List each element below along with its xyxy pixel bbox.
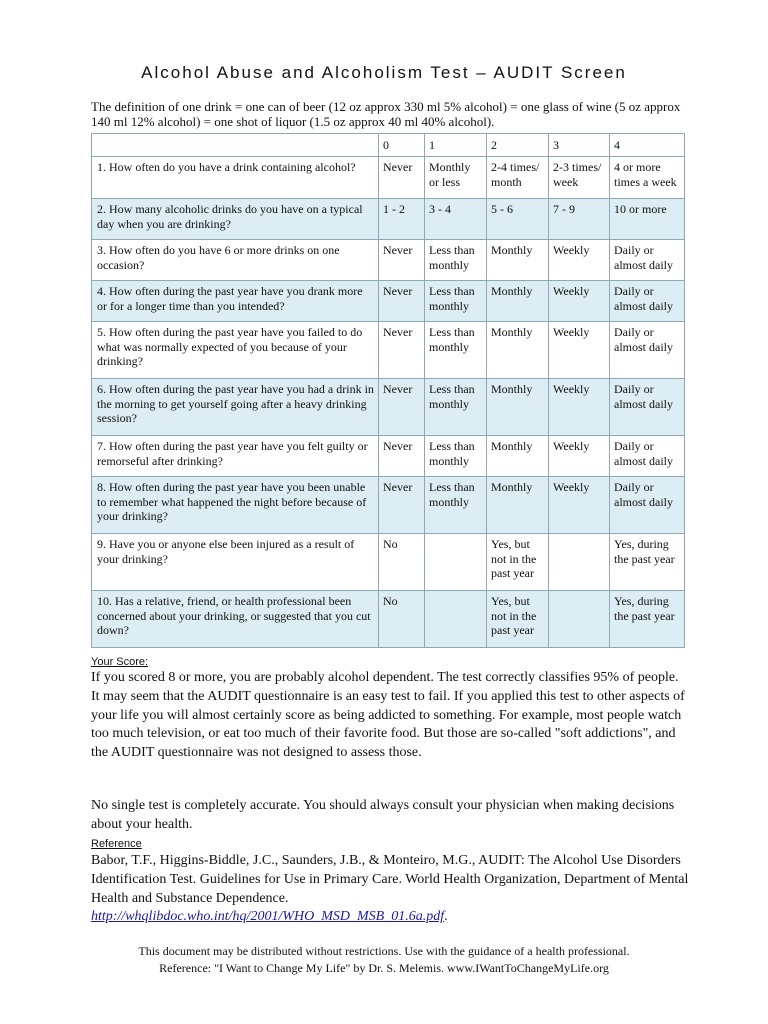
answer-cell: Yes, but not in the past year (487, 591, 549, 648)
footer (0, 943, 768, 976)
answer-cell: Yes, during the past year (610, 534, 685, 591)
answer-cell: Weekly (549, 322, 610, 379)
header-cell: 2 (487, 134, 549, 157)
answer-cell: Weekly (549, 477, 610, 534)
answer-cell: Monthly (487, 281, 549, 322)
table-row (92, 379, 685, 436)
answer-cell: 4 or more times a week (610, 157, 685, 199)
answer-cell: Less than monthly (425, 322, 487, 379)
reference-citation (91, 852, 689, 927)
question-cell: 9. Have you or anyone else been injured as a result of your drinking? (92, 534, 379, 591)
question-cell: 4. How often during the past year have you drank more or for a longer time than you intended? (92, 281, 379, 322)
question-cell: 8. How often during the past year have you been unable to remember what happened the night before because of your drinking? (92, 477, 379, 534)
question-cell: 5. How often during the past year have you failed to do what was normally expected of you because of your drinking? (92, 322, 379, 379)
accuracy-paragraph: No single test is completely accurate. You should always consult your physician when making decisions about your health. (91, 798, 675, 832)
answer-cell: Never (379, 436, 425, 477)
answer-cell (549, 591, 610, 648)
audit-table (91, 133, 685, 648)
answer-cell: 2-4 times/ month (487, 157, 549, 199)
question-cell: 6. How often during the past year have you had a drink in the morning to get yourself going after a heavy drinking session? (92, 379, 379, 436)
answer-cell (425, 591, 487, 648)
table-row (92, 436, 685, 477)
table-row (92, 240, 685, 281)
answer-cell: Monthly (487, 477, 549, 534)
your-score-label: Your Score: (91, 656, 149, 668)
answer-cell: Never (379, 157, 425, 199)
footer-reference: Reference: "I Want to Change My Life" by Dr. S. Melemis. www.IWantToChangeMyLife.org (159, 960, 609, 975)
reference-link[interactable]: http://whqlibdoc.who.int/hq/2001/WHO_MSD_MSB_01.6a.pdf (91, 909, 445, 925)
answer-cell: No (379, 534, 425, 591)
answer-cell: Monthly (487, 436, 549, 477)
answer-cell (549, 534, 610, 591)
question-cell: 3. How often do you have 6 or more drinks on one occasion? (92, 240, 379, 281)
answer-cell: 5 - 6 (487, 199, 549, 240)
answer-cell: Never (379, 240, 425, 281)
reference-text: Babor, T.F., Higgins-Biddle, J.C., Saunders, J.B., & Monteiro, M.G., AUDIT: The Alcohol Use Disorders Identification Test. Guidelines for Use in Primary Care. World Health Organization, Department of Mental Health and Substance Dependence. (91, 853, 689, 906)
footer-distribution-note: This document may be distributed without restrictions. Use with the guidance of a health professional. (138, 944, 630, 958)
answer-cell: Daily or almost daily (610, 322, 685, 379)
header-cell: 1 (425, 134, 487, 157)
answer-cell: 3 - 4 (425, 199, 487, 240)
answer-cell: Never (379, 379, 425, 436)
answer-cell: 1 - 2 (379, 199, 425, 240)
question-cell: 2. How many alcoholic drinks do you have on a typical day when you are drinking? (92, 199, 379, 240)
answer-cell (425, 534, 487, 591)
reference-link-suffix: . (444, 909, 448, 925)
answer-cell: Yes, during the past year (610, 591, 685, 648)
answer-cell: Never (379, 281, 425, 322)
answer-cell: Less than monthly (425, 436, 487, 477)
answer-cell: Daily or almost daily (610, 477, 685, 534)
answer-cell: Monthly or less (425, 157, 487, 199)
answer-cell: Daily or almost daily (610, 379, 685, 436)
answer-cell: Less than monthly (425, 281, 487, 322)
answer-cell: Less than monthly (425, 379, 487, 436)
answer-cell: 7 - 9 (549, 199, 610, 240)
question-cell: 10. Has a relative, friend, or health professional been concerned about your drinking, or suggested that you cut down? (92, 591, 379, 648)
header-cell: 0 (379, 134, 425, 157)
table-row (92, 591, 685, 648)
answer-cell: Monthly (487, 240, 549, 281)
header-cell (92, 134, 379, 157)
table-row (92, 281, 685, 322)
page-title: Alcohol Abuse and Alcoholism Test – AUDIT Screen (141, 63, 627, 82)
answer-cell: 2-3 times/ week (549, 157, 610, 199)
answer-cell: Weekly (549, 281, 610, 322)
answer-cell: Weekly (549, 379, 610, 436)
drink-definition: The definition of one drink = one can of beer (12 oz approx 330 ml 5% alcohol) = one glass of wine (5 oz approx 140 ml 12% alcohol) = one shot of liquor (1.5 oz approx 40 ml 40% alcohol). (91, 99, 681, 129)
score-paragraph: If you scored 8 or more, you are probably alcohol dependent. The test correctly classifies 95% of people. It may seem that the AUDIT questionnaire is an easy test to fail. If you applied this test to other aspects of your life you will almost certainly score as being addicted to something. For example, most people watch too much television, or eat too much of their favorite food. But those are so-called "soft addictions", and the AUDIT questionnaire was not designed to assess those. (91, 670, 685, 761)
answer-cell: Daily or almost daily (610, 436, 685, 477)
table-row (92, 157, 685, 199)
header-cell: 3 (549, 134, 610, 157)
table-header-row (92, 134, 685, 157)
table-row (92, 199, 685, 240)
answer-cell: Daily or almost daily (610, 281, 685, 322)
question-cell: 7. How often during the past year have you felt guilty or remorseful after drinking? (92, 436, 379, 477)
question-cell: 1. How often do you have a drink containing alcohol? (92, 157, 379, 199)
answer-cell: Never (379, 477, 425, 534)
answer-cell: Monthly (487, 322, 549, 379)
answer-cell: Yes, but not in the past year (487, 534, 549, 591)
header-cell: 4 (610, 134, 685, 157)
answer-cell: Less than monthly (425, 477, 487, 534)
answer-cell: Never (379, 322, 425, 379)
answer-cell: Daily or almost daily (610, 240, 685, 281)
answer-cell: 10 or more (610, 199, 685, 240)
answer-cell: Less than monthly (425, 240, 487, 281)
answer-cell: Weekly (549, 436, 610, 477)
answer-cell: Monthly (487, 379, 549, 436)
answer-cell: Weekly (549, 240, 610, 281)
table-row (92, 477, 685, 534)
reference-label: Reference (91, 838, 142, 850)
table-row (92, 534, 685, 591)
table-row (92, 322, 685, 379)
answer-cell: No (379, 591, 425, 648)
